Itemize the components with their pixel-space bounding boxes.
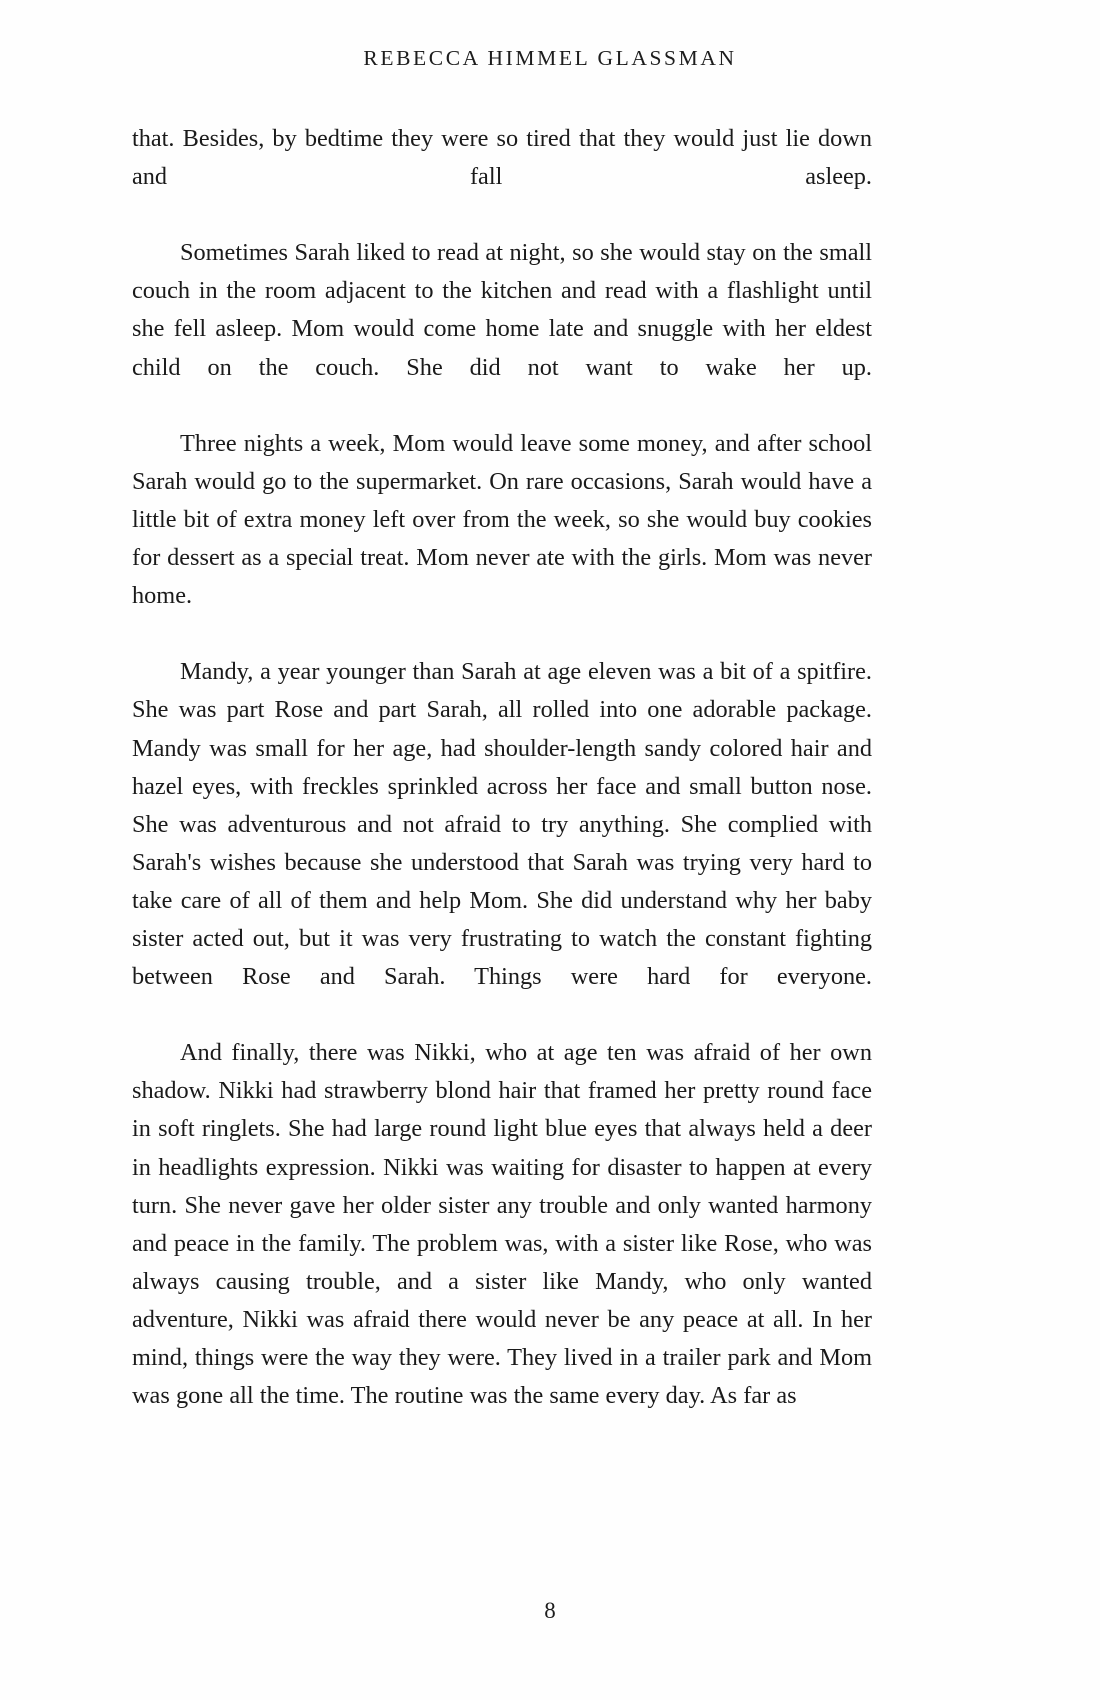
paragraph: Three nights a week, Mom would leave some money, and after school Sarah would go to the supermarket. On rare occasions, Sarah would have a little bit of extra money left over from the week, so she would buy cookies for dessert as a special treat. Mom never ate with the girls. Mom was never home. [132, 429, 872, 610]
body-text-block [132, 120, 872, 1415]
page-number: 8 [544, 1598, 556, 1623]
paragraph: Sometimes Sarah liked to read at night, so she would stay on the small couch in the room adjacent to the kitchen and read with a flashlight until she fell asleep. Mom would come home late and snuggle with her eldest child on the couch. She did not want to wake her up. [132, 239, 872, 381]
paragraph: And finally, there was Nikki, who at age ten was afraid of her own shadow. Nikki had strawberry blond hair that framed her pretty round face in soft ringlets. She had large round light blue eyes that always held a deer in headlights expression. Nikki was waiting for disaster to happen at every turn. She never gave her older sister any trouble and only wanted harmony and peace in the family. The problem was, with a sister like Rose, who was always causing trouble, and a sister like Mandy, who only wanted adventure, Nikki was afraid there would never be any peace at all. In her mind, things were the way they were. They lived in a trailer park and Mom was gone all the time. The routine was the same every day. As far as [132, 1039, 872, 1410]
paragraph: Mandy, a year younger than Sarah at age eleven was a bit of a spitfire. She was part Rose and part Sarah, all rolled into one adorable package. Mandy was small for her age, had shoulder-length sandy colored hair and hazel eyes, with freckles sprinkled across her face and small button nose. She was adventurous and not afraid to try anything. She complied with Sarah's wishes because she understood that Sarah was trying very hard to take care of all of them and help Mom. She did understand why her baby sister acted out, but it was very frustrating to watch the constant fighting between Rose and Sarah. Things were hard for everyone. [132, 658, 872, 991]
paragraph: that. Besides, by bedtime they were so tired that they would just lie down and fall asleep. [132, 125, 872, 191]
running-head: REBECCA HIMMEL GLASSMAN [363, 46, 737, 70]
